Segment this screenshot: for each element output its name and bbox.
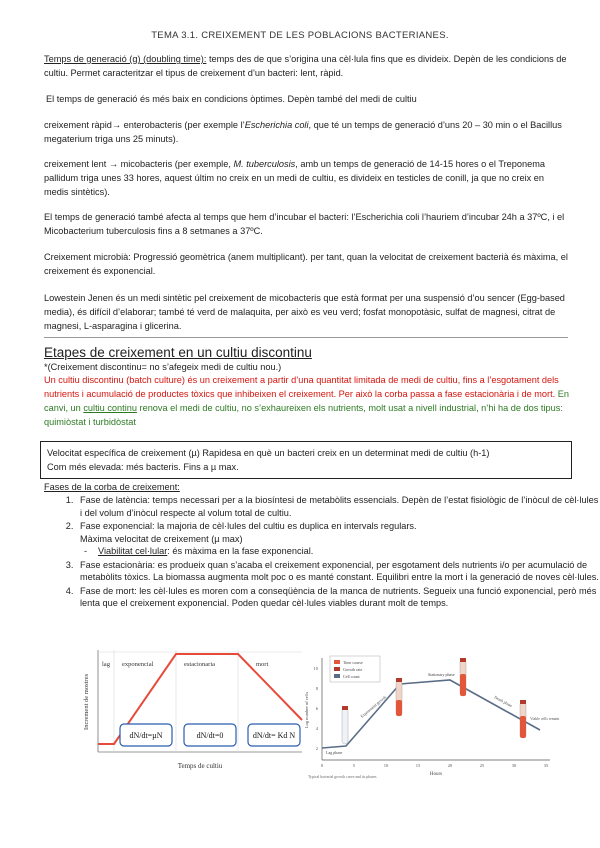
generation-time-text: temps des de que s’origina una cèl·lula fins que es divideix. Depèn de les condicions de cultiu. Permet caracteritzar el tipus de creixement d’un bacteri: lent, ràpid. — [44, 54, 567, 78]
phase-subitem-viability — [94, 545, 600, 558]
formula-death: dN/dt= Kd N — [252, 731, 296, 740]
x-tick: 15 — [415, 763, 421, 768]
paragraph-microbial-growth: Creixement microbià: Progressió geomètrica (anem multiplicant). per tant, quan la velocitat de creixement bacterià és màxima, el creixement és exponencial. — [44, 252, 568, 276]
phase-term: Fase estacionària: — [80, 559, 156, 570]
fast-growth-species: Escherichia coli — [244, 120, 309, 130]
slow-growth-text-b: , amb un temps de generació de 14-15 hores o el Treponema pallidum triga unes 33 hores, aquest últim no creix en un medi de cultiu, es divideix en testicles de conill, ja que no creix en medis sintètics). — [44, 159, 545, 197]
viability-term: Viabilitat cel·lular — [98, 546, 168, 556]
x-axis-label: Temps de cultiu — [177, 762, 223, 770]
legend-swatch-3 — [334, 674, 340, 678]
phases-list — [44, 494, 600, 611]
x-tick: 5 — [352, 763, 356, 768]
term-generation-time: Temps de generació (g) (doubling time): — [44, 54, 207, 64]
culture-tube-1 — [342, 706, 348, 744]
phase-label-stationary: estacionaria — [184, 661, 216, 668]
phase-term: Fase de latència: — [80, 495, 150, 505]
x-tick: 20 — [447, 763, 453, 768]
phase-item-stationary — [76, 559, 600, 584]
phase-term: Fase exponencial: — [80, 521, 155, 531]
phase-subitems — [80, 545, 600, 558]
section-heading: Etapes de creixement en un cultiu discontinu — [44, 345, 312, 360]
slow-growth-species: M. tuberculosis — [233, 159, 296, 169]
culture-tube-4 — [520, 700, 526, 738]
phase-label-lag: lag — [102, 661, 110, 668]
formula-stationary: dN/dt=0 — [196, 731, 224, 740]
right-x-axis-label: Hours — [429, 772, 443, 777]
phase-item-lag — [76, 494, 600, 519]
phase-term: Fase de mort: — [80, 585, 137, 596]
page-title: TEMA 3.1. CREIXEMENT DE LES POBLACIONS BACTERIANES. — [151, 30, 449, 41]
phases-heading: Fases de la corba de creixement: — [44, 482, 180, 492]
phase-text: les cèl·lules es moren com a conseqüència de la manca de nutrients. Segueix una funció exponencial, però més lenta que el creixement exponencial. Poden quedar cèl·lules viables durant molt de temps. — [80, 585, 597, 608]
phase-label-exponential: exponencial — [122, 661, 154, 668]
x-tick: 35 — [543, 763, 549, 768]
phase-text: es produeix quan s’acaba el creixement exponencial, per esgotament dels nutrients i/o per acumulació de metabòlits tòxics. La biomassa augmenta molt poc o es manté constant. Equilibri entre la mort i la generació de noves cèl·lules. — [80, 559, 599, 582]
fast-growth-text-a: creixement ràpid→ enterobacteris (per exemple l’ — [44, 120, 245, 130]
section-divider — [44, 337, 568, 338]
continuous-culture-text-a: En canvi, un — [44, 389, 569, 413]
x-tick: 25 — [479, 763, 485, 768]
label-exponential-phase: Exponential growth — [359, 694, 387, 719]
y-tick: 6 — [315, 706, 318, 711]
y-tick: 8 — [315, 686, 318, 691]
paragraph-incubation: El temps de generació també afecta al temps que hem d’incubar el bacteri: l’Escherichia coli l’hauriem d’incubar 24h a 37ºC, i el Micobacterium tuberculosis fins a 8 setmanes a 37ºC. — [44, 212, 565, 236]
phase-text: temps necessari per a la biosíntesi de metabòlits essencials. Depèn de l’estat fisiològic de l’inòcul de cèl·lules i del volum d’inòcul respecte al volum total de cultiu. — [80, 495, 599, 518]
culture-tube-2 — [396, 678, 402, 716]
culture-tube-3 — [460, 658, 466, 696]
phase-item-death — [76, 585, 600, 610]
y-tick: 10 — [313, 666, 318, 671]
paragraph-slow-growth — [44, 157, 569, 199]
label-stationary-phase: Stationary phase — [428, 672, 455, 677]
slow-growth-text-a: creixement lent → micobacteris (per exemple, — [44, 159, 234, 169]
side-note: Viable cells remain — [530, 717, 560, 721]
phase-max-rate: Màxima velocitat de creixement (µ max) — [80, 533, 243, 544]
legend-swatch-2 — [334, 667, 340, 671]
x-tick: 0 — [320, 763, 324, 768]
continuous-culture-term: cultiu continu — [83, 403, 137, 413]
paragraph-lowenstein: Lowestein Jenen és un medi sintètic pel creixement de micobacteris que està format per una suspensió d’ou sencer (Egg-based media), és difícil d’elaborar; també té verd de malaquita, per això es veu verd; fosfat monopotàsic, sulfat de magnesi, citrat de magnesi, L-asparagina i glicerina. — [44, 293, 565, 331]
label-lag-phase: Lag phase — [326, 750, 343, 755]
formula-exponential: dN/dt=µN — [129, 731, 163, 740]
y-tick: 2 — [315, 746, 318, 751]
label-death-phase: Death phase — [493, 694, 514, 709]
paragraph-generation-time — [44, 52, 569, 80]
growth-curve-figure — [80, 640, 310, 780]
fast-growth-text-b: , que té un temps de generació d’uns 20 – 30 min o el Bacillus megaterium triga uns 25 minuts). — [44, 120, 562, 144]
x-tick: 30 — [511, 763, 517, 768]
box-line-1: Velocitat específica de creixement (µ) Rapidesa en què un bacteri creix en un determinat medi de cultiu (h-1) — [47, 448, 490, 458]
y-ticks — [314, 666, 319, 751]
phase-label-death: mort — [256, 661, 269, 668]
growth-curve-tubes-figure — [300, 650, 560, 780]
figure-caption: Typical bacterial growth curve and its phases — [308, 775, 377, 779]
y-axis-label: Increment de mostres — [83, 674, 90, 730]
phase-item-exponential — [76, 520, 600, 558]
paragraph-optimal-conditions: El temps de generació és més baix en condicions òptimes. Depèn també del medi de cultiu — [46, 94, 417, 104]
batch-culture-text: Un cultiu discontinu (batch culture) és un creixement a partir d’una quantitat limitada de medi de cultiu, fins a l’esgotament dels nutrients i acumulació de productes tòxics que inhibeixen el creixement. Per això la corba passa a fase estacionària i de mort. — [44, 375, 559, 399]
viability-text: : és màxima en la fase exponencial. — [167, 546, 314, 556]
paragraph-batch-culture — [44, 373, 569, 429]
phase-text: la majoria de cèl·lules del cultiu es duplica en intervals regulars. — [154, 521, 417, 531]
box-line-2: Com més elevada: més bacteris. Fins a µ max. — [47, 462, 239, 472]
legend-swatch-1 — [334, 660, 340, 664]
legend-label-3: Cell count — [343, 674, 360, 679]
x-ticks — [321, 763, 549, 768]
legend-label-2: Growth rate — [343, 667, 363, 672]
growth-rate-box — [40, 441, 572, 479]
x-tick: 10 — [383, 763, 389, 768]
right-y-axis-label: Log number of cells — [304, 691, 309, 729]
tube-growth-curve — [322, 680, 540, 748]
continuous-culture-text-b: renova el medi de cultiu, no s’exhaureixen els nutrients, molt usat a nivell industrial, n’hi ha de dos tipus: quimiòstat i turbidòstat — [44, 403, 563, 427]
legend-label-1: Time course — [343, 660, 363, 665]
section-note: *(Creixement discontinu= no s’afegeix medi de cultiu nou.) — [44, 362, 282, 372]
paragraph-fast-growth — [44, 118, 569, 146]
y-tick: 4 — [315, 726, 318, 731]
